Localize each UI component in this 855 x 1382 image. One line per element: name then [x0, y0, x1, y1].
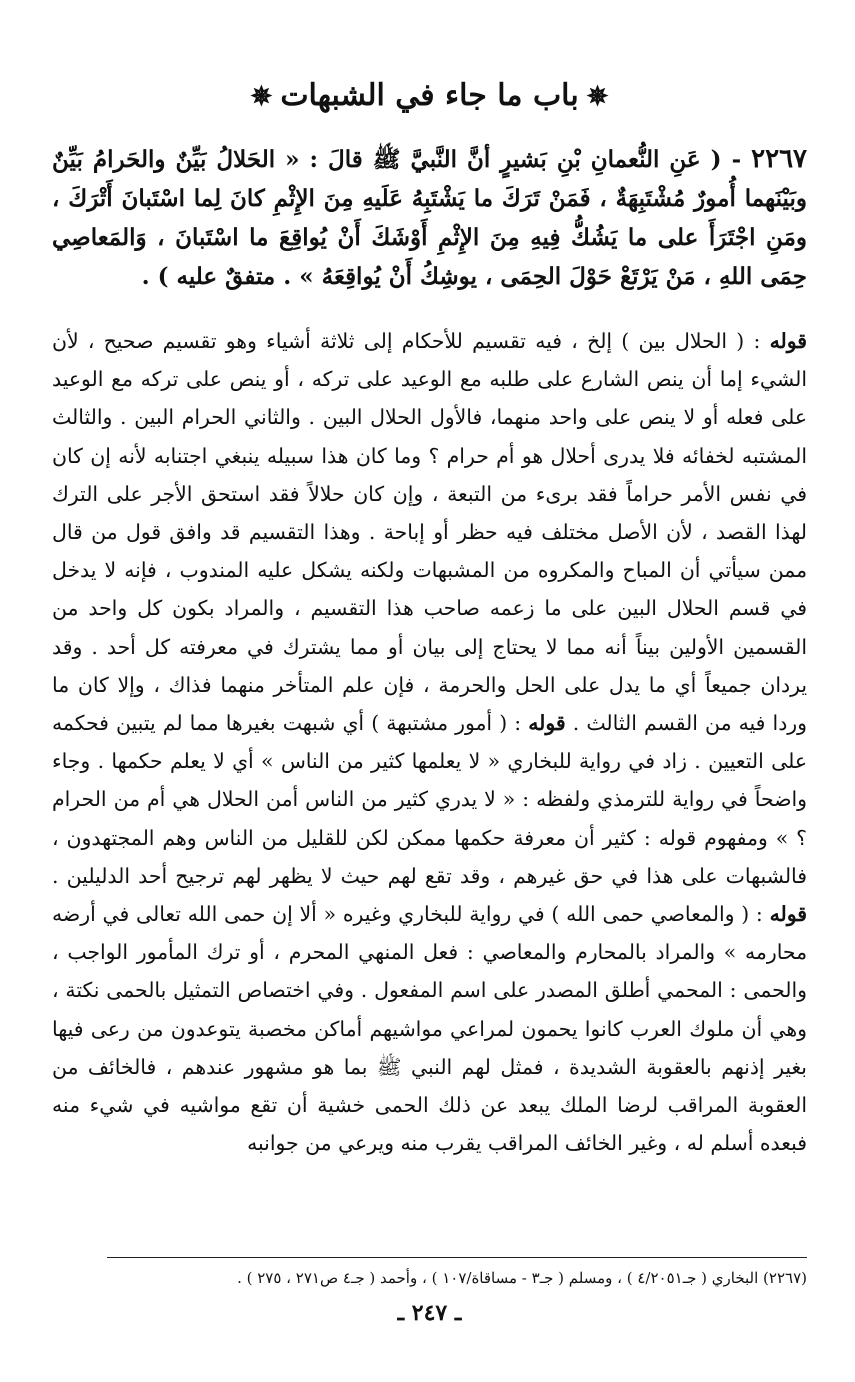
- commentary-label: قوله: [528, 711, 566, 736]
- commentary-paragraph: : ( أمور مشتبهة ) أي شبهت بغيرها مما لم يتبين فحكمه على التعيين . زاد في رواية للبخاري « لا يعلمها كثير من الناس » أي لا يعلم حكمها . وجاء واضحاً في رواية للترمذي ولفظه : « لا يدري كثير من الناس أمن الحلال هي أم من الحرام ؟ » ومفهوم قوله : كثير أن معرفة حكمها ممكن لكن للقليل من الناس وهم المجتهدون ، فالشبهات على هذا في حق غيرهم ، وقد تقع لهم حيث لا يظهر لهم ترجيح أحد الدليلين .: [52, 711, 807, 888]
- footnote: (٢٢٦٧) البخاري ( جـ٤/٢٠٥١ ) ، ومسلم ( جـ٣ - مساقاة/١٠٧ ) ، وأحمد ( جـ٤ ص٢٧١ ، ٢٧٥ ) .: [237, 1269, 807, 1287]
- chapter-title: [52, 78, 807, 113]
- hadith-text: [52, 140, 807, 296]
- commentary-label: قوله: [769, 329, 807, 353]
- ornament-star-icon: ✵: [250, 82, 273, 112]
- hadith-matn: « الحَلالُ بَيِّنٌ والحَرامُ بَيِّنٌ وبَيْنَهما أُمورٌ مُشْتَبِهَةٌ ، فَمَنْ تَرَكَ ما يَشْتَبِهُ عَلَيهِ مِنَ الإِثْمِ كانَ لِما اسْتَبانَ أَتْرَكَ ، ومَنِ اجْتَرَأَ على ما يَشُكُّ فِيهِ مِنَ الإِثْمِ أَوْشَكَ أَنْ يُواقِعَ ما اسْتَبانَ ، وَالمَعاصِي حِمَى اللهِ ، مَنْ يَرْتَعْ حَوْلَ الحِمَى ، يوشِكُ أَنْ يُواقِعَهُ »: [52, 146, 807, 290]
- commentary-paragraph: : ( الحلال بين ) إلخ ، فيه تقسيم للأحكام إلى ثلاثة أشياء وهو تقسيم صحيح ، لأن الشيء إما أن ينص الشارع على طلبه مع الوعيد على تركه ، أو ينص على تركه مع الوعيد على فعله أو لا ينص على واحد منهما، فالأول الحلال البين . والثاني الحرام البين . والثالث المشتبه لخفائه فلا يدرى أحلال هو أم حرام ؟ وما كان هذا سبيله ينبغي اجتنابه لأنه إن كان في نفس الأمر حراماً فقد برىء من التبعة ، وإن كان حلالاً فقد استحق الأجر على الترك لهذا القصد ، لأن الأصل مختلف فيه حظر أو إباحة . وهذا التقسيم قد وافق قول من قال ممن سيأتي أن المباح والمكروه من المشبهات ولكنه يشكل عليه المندوب ، فإنه لا يدخل في قسم الحلال البين على ما زعمه صاحب هذا التقسيم ، والمراد بكون كل واحد من القسمين الأولين بيناً أنه مما لا يحتاج إلى بيان أو مما يشترك في معرفته كل أحد . وقد يردان جميعاً أي ما يدل على الحل والحرمة ، فإن علم المتأخر منهما فذاك ، وإلا كان ما وردا فيه من القسم الثالث .: [52, 329, 807, 736]
- commentary-label: قوله: [769, 902, 807, 927]
- ornament-star-icon: ✵: [586, 82, 609, 112]
- hadith-dash: -: [721, 146, 752, 173]
- commentary-paragraph: : ( والمعاصي حمى الله ) في رواية للبخاري وغيره « ألا إن حمى الله تعالى في أرضه محارمه » والمراد بالمحارم والمعاصي : فعل المنهي المحرم ، أو ترك المأمور الواجب ، والحمى : المحمي أطلق المصدر على اسم المفعول . وفي اختصاص التمثيل بالحمى نكتة ، وهي أن ملوك العرب كانوا يحمون لمراعي مواشيهم أماكن مخصبة يتوعدون من رعى فيها بغير إذنهم بالعقوبة الشديدة ، فمثل لهم النبي ﷺ بما هو مشهور عندهم ، فالخائف من العقوبة المراقب لرضا الملك يبعد عن ذلك الحمى خشية أن تقع مواشيه في شيء منه فبعده أسلم له ، وغير الخائف المراقب يقرب منه ويرعي من جوانبه: [52, 902, 807, 1156]
- commentary: [52, 322, 807, 1162]
- chapter-title-text: باب ما جاء في الشبهات: [280, 78, 579, 113]
- hadith-number: ٢٢٦٧: [751, 144, 807, 174]
- hadith-closing: . متفقٌ عليه ) .: [141, 263, 292, 290]
- hadith-intro: ( عَنِ النُّعمانِ بْنِ بَشيرٍ أنَّ النَّبيَّ ﷺ قالَ :: [299, 146, 722, 173]
- book-page: [52, 0, 807, 1382]
- page-number: ـ ٢٤٧ ـ: [397, 1300, 462, 1326]
- footnote-divider: [107, 1257, 807, 1258]
